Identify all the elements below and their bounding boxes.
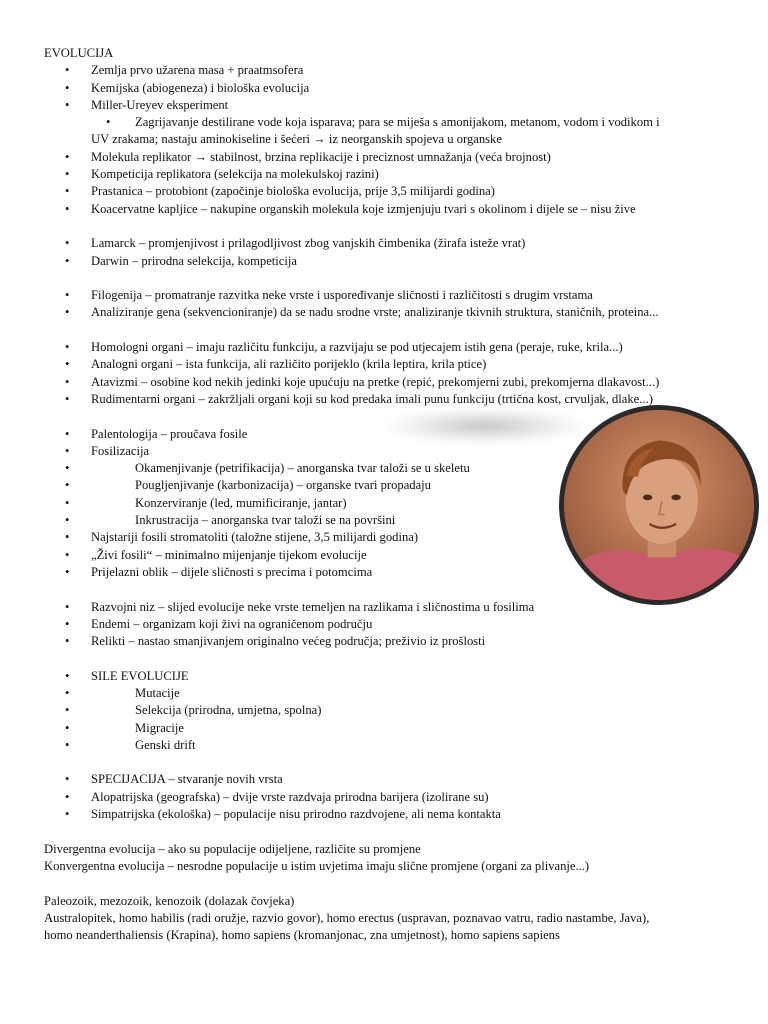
list-item: • Homologni organi – imaju različitu funkciju, a razvijaju se pod utjecajem istih gena (peraje, ruke, krila...) (44, 339, 734, 356)
list-item: • Koacervatne kapljice – nakupine organskih molekula koje izmjenjuju tvari s okolinom i dijele se – nisu žive (44, 201, 734, 218)
list-item: • Rudimentarni organi – zakržljali organi koji su kod predaka imali punu funkciju (trtična kost, crvuljak, dlake...) (44, 391, 734, 408)
list-item: • Prastanica – protobiont (započinje biološka evolucija, prije 3,5 milijardi godina) (44, 183, 734, 200)
list-item: • Analogni organi – ista funkcija, ali različito porijeklo (krila leptira, krila ptice) (44, 356, 734, 373)
list-item: • Relikti – nastao smanjivanjem originalno većeg područja; preživio iz prošlosti (44, 633, 734, 650)
paragraph-line: homo neanderthaliensis (Krapina), homo sapiens (kromanjonac, zna umjetnost), homo sapiens sapiens (44, 928, 560, 943)
list-item: • SPECIJACIJA – stvaranje novih vrsta (44, 771, 734, 788)
paragraph-line: Paleozoik, mezozoik, kenozoik (dolazak čovjeka) (44, 893, 295, 908)
list-item: • Molekula replikator → stabilnost, brzina replikacije i preciznost umnažanja (veća brojnost) (44, 149, 734, 166)
sub-list-item: • Pougljenjivanje (karbonizacija) – organske tvari propadaju (44, 477, 734, 494)
document-title: EVOLUCIJA (44, 46, 114, 60)
list-item: • Razvojni niz – slijed evolucije neke vrste temeljen na razlikama i sličnostima u fosilima (44, 599, 734, 616)
list-item: • Kemijska (abiogeneza) i biološka evolucija (44, 80, 734, 97)
list-item: • Lamarck – promjenjivost i prilagodljivost zbog vanjskih čimbenika (žirafa isteže vrat) (44, 235, 734, 252)
list-item: • Analiziranje gena (sekvencioniranje) da se nađu srodne vrste; analiziranje tkivnih struktura, staničnih, proteina... (44, 304, 734, 321)
blur-smudge (385, 408, 585, 444)
paragraph-line: Konvergentna evolucija – nesrodne populacije u istim uvjetima imaju slične promjene (organi za plivanje...) (44, 858, 590, 873)
list-item: • Najstariji fosili stromatoliti (taložne stijene, 3,5 milijardi godina) (44, 529, 734, 546)
list-item: • Endemi – organizam koji živi na ograničenom području (44, 616, 734, 633)
list-item: • Filogenija – promatranje razvitka neke vrste i uspoređivanje sličnosti i različitosti s drugim vrstama (44, 287, 734, 304)
list-item: • Alopatrijska (geografska) – dvije vrste razdvaja prirodna barijera (izolirane su) (44, 789, 734, 806)
list-item: • „Živi fosili“ – minimalno mijenjanje tijekom evolucije (44, 547, 734, 564)
list-item: • Atavizmi – osobine kod nekih jedinki koje upućuju na pretke (repić, prekomjerni zubi, prekomjerna dlakavost...) (44, 374, 734, 391)
sub-list-item: • Migracije (44, 720, 734, 737)
list-item: • Kompeticija replikatora (selekcija na molekulskoj razini) (44, 166, 734, 183)
list-item-heading: • SILE EVOLUCIJE (44, 668, 734, 685)
list-item: • Darwin – prirodna selekcija, kompeticija (44, 253, 734, 270)
paragraph-line: Divergentna evolucija – ako su populacije odijeljene, različite su promjene (44, 841, 421, 856)
sub-list-item: • Selekcija (prirodna, umjetna, spolna) (44, 702, 734, 719)
sub-list-item: • Konzerviranje (led, mumificiranje, jantar) (44, 495, 734, 512)
list-item: • Prijelazni oblik – dijele sličnosti s precima i potomcima (44, 564, 734, 581)
sub-list-item: • Mutacije (44, 685, 734, 702)
list-item: • Palentologija – proučava fosile (44, 426, 734, 443)
sub-list-item: • Okamenjivanje (petrifikacija) – anorganska tvar taloži se u skeletu (44, 460, 734, 477)
sub-list-item-text: Zagrijavanje destilirane vode koja isparava; para se miješa s amonijakom, metanom, vodom i vodikom i (135, 115, 660, 130)
sub-list-item: • Genski drift (44, 737, 734, 754)
sub-list-item-continuation: UV zrakama; nastaju aminokiseline i šećeri → iz neorganskih spojeva u organske (91, 132, 502, 147)
list-item: • Zemlja prvo užarena masa + praatmsofera (44, 62, 734, 79)
paragraph-line: Australopitek, homo habilis (radi oružje, razvio govor), homo erectus (uspravan, poznavao vatru, radio nastambe, Java), (44, 910, 650, 925)
list-item: • Simpatrijska (ekološka) – populacije nisu prirodno razdvojene, ali nema kontakta (44, 806, 734, 823)
sub-list-item (44, 114, 734, 131)
sub-list-item: • Inkrustracija – anorganska tvar taloži se na površini (44, 512, 734, 529)
avatar (559, 405, 759, 605)
list-item: • Miller-Ureyev eksperiment (44, 97, 734, 114)
list-item: • Fosilizacija (44, 443, 734, 460)
avatar-portrait (564, 410, 754, 600)
